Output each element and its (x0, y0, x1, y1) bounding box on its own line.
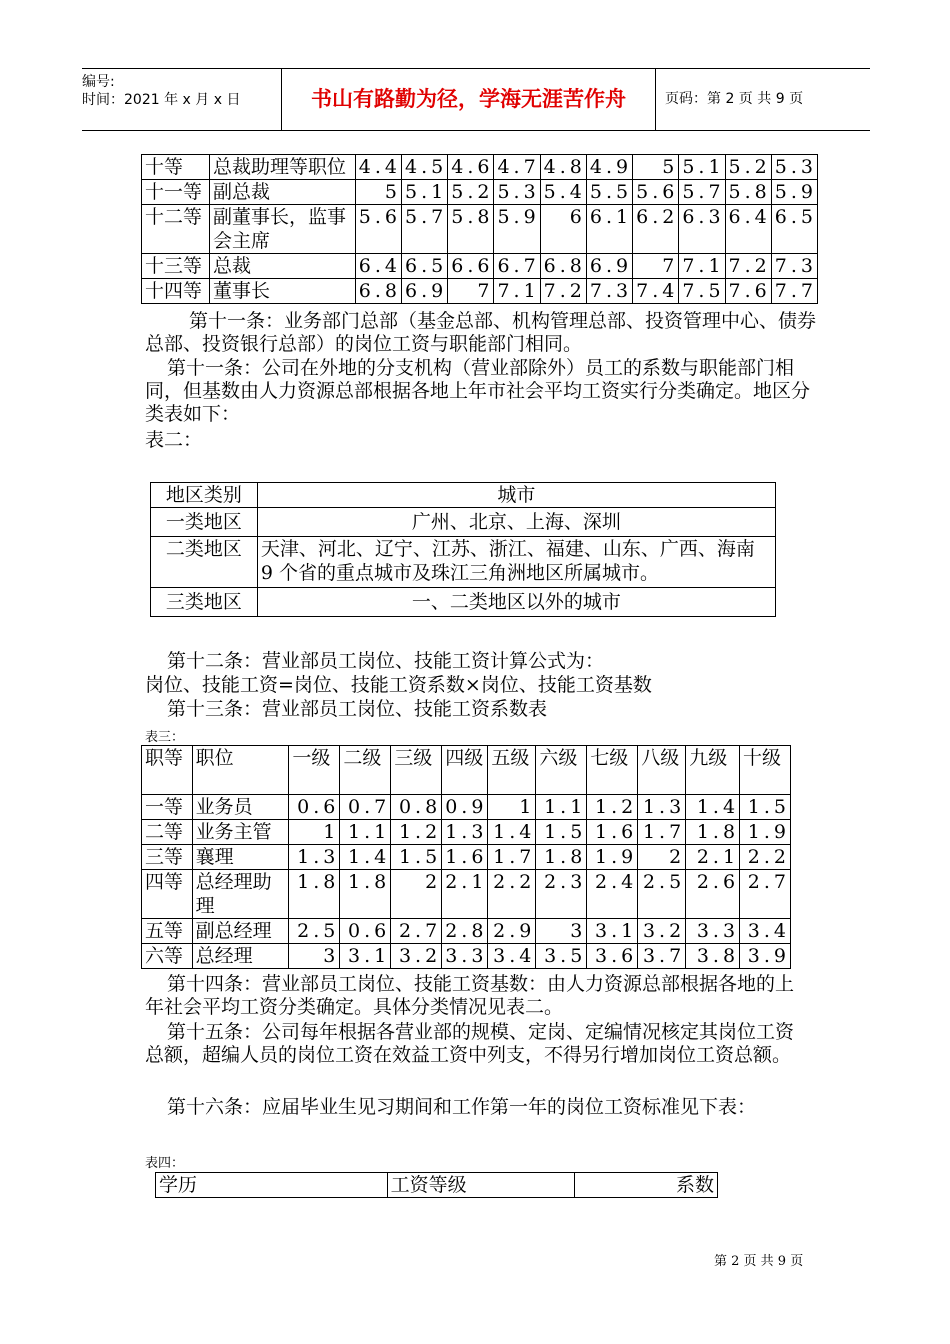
coefficient-cell: 7.7 (771, 279, 817, 304)
table-row (142, 155, 818, 180)
coefficient-cell: 6.8 (355, 279, 401, 304)
coefficient-cell: 1.4 (488, 820, 536, 845)
coefficient-cell: 1.5 (536, 820, 587, 845)
coefficient-cell: 5.2 (448, 180, 494, 205)
article-14: 第十四条：营业部员工岗位、技能工资基数：由人力资源总部根据各地的上年社会平均工资分类确定。具体分类情况见表二。 (145, 973, 795, 1018)
table4-caption: 表四： (145, 1156, 185, 1171)
coefficient-cell: 7.1 (679, 254, 725, 279)
coefficient-cell: 2.9 (488, 919, 536, 944)
coefficient-cell: 6.7 (494, 254, 540, 279)
salary-coefficient-table-continued (141, 154, 818, 304)
coefficient-cell: 0.9 (442, 795, 488, 820)
coefficient-cell: 6.5 (402, 254, 448, 279)
level-header-cell: 十级 (740, 746, 791, 795)
level-header-cell: 六级 (536, 746, 587, 795)
coefficient-cell: 5.5 (586, 180, 632, 205)
table3-caption: 表三： (145, 730, 185, 745)
coefficient-cell: 6.8 (540, 254, 586, 279)
coefficient-cell: 1.8 (536, 845, 587, 870)
header-time-label: 时间：2021 年 x 月 x 日 (82, 92, 241, 108)
coefficient-cell: 5.2 (725, 155, 771, 180)
coefficient-cell: 1.8 (340, 870, 391, 919)
coefficient-cell: 5.6 (355, 205, 401, 254)
coefficient-cell: 1.2 (391, 820, 442, 845)
table-cell: 天津、河北、辽宁、江苏、浙江、福建、山东、广西、海南 9 个省的重点城市及珠江三角洲地区所属城市。 (257, 537, 775, 588)
coefficient-cell: 5.1 (679, 155, 725, 180)
position-cell: 业务主管 (192, 820, 289, 845)
coefficient-cell: 0.7 (340, 795, 391, 820)
table-row (142, 870, 791, 919)
table-cell: 三类地区 (151, 588, 258, 617)
coefficient-cell: 7 (633, 254, 679, 279)
table-row (142, 944, 791, 969)
coefficient-cell: 2.6 (686, 870, 740, 919)
table-cell: 二类地区 (151, 537, 258, 588)
coefficient-cell: 5.9 (494, 205, 540, 254)
coefficient-cell: 3.8 (686, 944, 740, 969)
coefficient-cell: 6.3 (679, 205, 725, 254)
table-row (142, 845, 791, 870)
coefficient-cell: 2.2 (740, 845, 791, 870)
coefficient-cell: 5.1 (402, 180, 448, 205)
table-row (142, 279, 818, 304)
coefficient-cell: 2.5 (289, 919, 340, 944)
coefficient-cell: 6.4 (725, 205, 771, 254)
table-header-cell: 工资等级 (387, 1173, 575, 1198)
coefficient-cell: 7.2 (540, 279, 586, 304)
table-row (142, 254, 818, 279)
coefficient-cell: 6.2 (633, 205, 679, 254)
coefficient-cell: 2 (391, 870, 442, 919)
position-cell: 总裁助理等职位 (210, 155, 356, 180)
table-header-cell: 职等 (142, 746, 193, 795)
grade-cell: 四等 (142, 870, 193, 919)
coefficient-cell: 1.4 (686, 795, 740, 820)
coefficient-cell: 4.7 (494, 155, 540, 180)
coefficient-cell: 2 (638, 845, 686, 870)
article-15: 第十五条：公司每年根据各营业部的规模、定岗、定编情况核定其岗位工资总额，超编人员的岗位工资在效益工资中列支，不得另行增加岗位工资总额。 (145, 1021, 795, 1066)
grade-cell: 十一等 (142, 180, 210, 205)
position-cell: 副总经理 (192, 919, 289, 944)
header-motto: 书山有路勤为径，学海无涯苦作舟 (282, 69, 656, 130)
coefficient-cell: 3.3 (686, 919, 740, 944)
grade-cell: 十二等 (142, 205, 210, 254)
table2-caption: 表二： (145, 429, 203, 451)
coefficient-cell: 5.9 (771, 180, 817, 205)
coefficient-cell: 3 (536, 919, 587, 944)
coefficient-cell: 5.4 (540, 180, 586, 205)
coefficient-cell: 1.3 (289, 845, 340, 870)
coefficient-cell: 1.4 (340, 845, 391, 870)
coefficient-cell: 1.2 (587, 795, 638, 820)
coefficient-cell: 2.8 (442, 919, 488, 944)
coefficient-cell: 5.8 (448, 205, 494, 254)
level-header-cell: 三级 (391, 746, 442, 795)
grade-cell: 二等 (142, 820, 193, 845)
coefficient-cell: 5.7 (402, 205, 448, 254)
header-number-label: 编号: (82, 74, 115, 90)
coefficient-cell: 1.9 (587, 845, 638, 870)
coefficient-cell: 5 (633, 155, 679, 180)
coefficient-cell: 4.9 (586, 155, 632, 180)
sales-coefficient-table (141, 745, 791, 969)
coefficient-cell: 2.1 (442, 870, 488, 919)
coefficient-cell: 2.4 (587, 870, 638, 919)
grade-cell: 十四等 (142, 279, 210, 304)
coefficient-cell: 5.6 (633, 180, 679, 205)
table-header-row (142, 746, 791, 795)
coefficient-cell: 7.1 (494, 279, 540, 304)
coefficient-cell: 6.6 (448, 254, 494, 279)
coefficient-cell: 5.3 (771, 155, 817, 180)
coefficient-cell: 4.5 (402, 155, 448, 180)
coefficient-cell: 3.2 (638, 919, 686, 944)
coefficient-cell: 1.5 (740, 795, 791, 820)
table-header-cell: 系数 (575, 1173, 718, 1198)
coefficient-cell: 0.6 (340, 919, 391, 944)
table-cell: 广州、北京、上海、深圳 (257, 508, 775, 537)
grade-cell: 十三等 (142, 254, 210, 279)
coefficient-cell: 6 (540, 205, 586, 254)
table-row (142, 919, 791, 944)
coefficient-cell: 1.3 (442, 820, 488, 845)
coefficient-cell: 1.6 (442, 845, 488, 870)
coefficient-cell: 1.9 (740, 820, 791, 845)
coefficient-cell: 6.9 (586, 254, 632, 279)
level-header-cell: 二级 (340, 746, 391, 795)
position-cell: 业务员 (192, 795, 289, 820)
coefficient-cell: 3.5 (536, 944, 587, 969)
page-footer: 第 2 页 共 9 页 (714, 1254, 804, 1269)
table-header-cell: 职位 (192, 746, 289, 795)
coefficient-cell: 3.2 (391, 944, 442, 969)
coefficient-cell: 1.1 (340, 820, 391, 845)
table-row (142, 180, 818, 205)
article-11b: 第十一条：公司在外地的分支机构（营业部除外）员工的系数与职能部门相同，但基数由人力资源总部根据各地上年市社会平均工资实行分类确定。地区分类表如下： (145, 357, 811, 425)
coefficient-cell: 1.6 (587, 820, 638, 845)
formula: 岗位、技能工资=岗位、技能工资系数×岗位、技能工资基数 (145, 674, 652, 696)
coefficient-cell: 7.2 (725, 254, 771, 279)
table-row (151, 588, 776, 617)
coefficient-cell: 3.1 (340, 944, 391, 969)
table-row (151, 483, 776, 508)
page-header (82, 68, 870, 131)
level-header-cell: 一级 (289, 746, 340, 795)
coefficient-cell: 7.3 (771, 254, 817, 279)
coefficient-cell: 1 (289, 820, 340, 845)
table-row (142, 795, 791, 820)
coefficient-cell: 6.5 (771, 205, 817, 254)
table-row (142, 820, 791, 845)
coefficient-cell: 1.1 (536, 795, 587, 820)
coefficient-cell: 0.8 (391, 795, 442, 820)
coefficient-cell: 6.4 (355, 254, 401, 279)
table-row (156, 1173, 718, 1198)
level-header-cell: 九级 (686, 746, 740, 795)
level-header-cell: 四级 (442, 746, 488, 795)
article-12: 第十二条：营业部员工岗位、技能工资计算公式为： (167, 650, 605, 672)
coefficient-cell: 1.5 (391, 845, 442, 870)
coefficient-cell: 5.8 (725, 180, 771, 205)
coefficient-cell: 5.3 (494, 180, 540, 205)
coefficient-cell: 3.6 (587, 944, 638, 969)
position-cell: 副董事长，监事会主席 (210, 205, 356, 254)
coefficient-cell: 4.4 (355, 155, 401, 180)
article-16: 第十六条：应届毕业生见习期间和工作第一年的岗位工资标准见下表： (167, 1096, 757, 1118)
table-header-cell: 学历 (156, 1173, 388, 1198)
coefficient-cell: 7 (448, 279, 494, 304)
position-cell: 总裁 (210, 254, 356, 279)
coefficient-cell: 1.3 (638, 795, 686, 820)
table-row (142, 205, 818, 254)
position-cell: 襄理 (192, 845, 289, 870)
coefficient-cell: 3.4 (488, 944, 536, 969)
coefficient-cell: 3 (289, 944, 340, 969)
table-cell: 一类地区 (151, 508, 258, 537)
header-info (82, 69, 282, 130)
coefficient-cell: 3.1 (587, 919, 638, 944)
coefficient-cell: 1.8 (686, 820, 740, 845)
article-11a: 第十一条：业务部门总部（基金总部、机构管理总部、投资管理中心、债券总部、投资银行总部）的岗位工资与职能部门相同。 (145, 310, 817, 355)
coefficient-cell: 4.8 (540, 155, 586, 180)
table-header-cell: 地区类别 (151, 483, 258, 508)
coefficient-cell: 6.9 (402, 279, 448, 304)
coefficient-cell: 3.7 (638, 944, 686, 969)
level-header-cell: 七级 (587, 746, 638, 795)
coefficient-cell: 5 (355, 180, 401, 205)
table-row (151, 537, 776, 588)
coefficient-cell: 2.7 (391, 919, 442, 944)
graduate-salary-table (155, 1172, 718, 1198)
grade-cell: 三等 (142, 845, 193, 870)
table-cell: 一、二类地区以外的城市 (257, 588, 775, 617)
grade-cell: 五等 (142, 919, 193, 944)
level-header-cell: 八级 (638, 746, 686, 795)
coefficient-cell: 1.7 (488, 845, 536, 870)
position-cell: 副总裁 (210, 180, 356, 205)
coefficient-cell: 1.7 (638, 820, 686, 845)
table-row (151, 508, 776, 537)
coefficient-cell: 5.7 (679, 180, 725, 205)
coefficient-cell: 2.1 (686, 845, 740, 870)
header-page-label: 页码：第 2 页 共 9 页 (665, 91, 804, 107)
position-cell: 总经理 (192, 944, 289, 969)
coefficient-cell: 4.6 (448, 155, 494, 180)
position-cell: 董事长 (210, 279, 356, 304)
grade-cell: 一等 (142, 795, 193, 820)
coefficient-cell: 7.4 (633, 279, 679, 304)
grade-cell: 十等 (142, 155, 210, 180)
coefficient-cell: 0.6 (289, 795, 340, 820)
level-header-cell: 五级 (488, 746, 536, 795)
region-classification-table (150, 482, 776, 617)
coefficient-cell: 3.3 (442, 944, 488, 969)
table-header-cell: 城市 (257, 483, 775, 508)
coefficient-cell: 2.7 (740, 870, 791, 919)
coefficient-cell: 3.9 (740, 944, 791, 969)
coefficient-cell: 7.5 (679, 279, 725, 304)
coefficient-cell: 6.1 (586, 205, 632, 254)
coefficient-cell: 2.5 (638, 870, 686, 919)
grade-cell: 六等 (142, 944, 193, 969)
coefficient-cell: 1 (488, 795, 536, 820)
coefficient-cell: 2.2 (488, 870, 536, 919)
coefficient-cell: 1.8 (289, 870, 340, 919)
article-13: 第十三条：营业部员工岗位、技能工资系数表 (167, 698, 548, 720)
coefficient-cell: 3.4 (740, 919, 791, 944)
coefficient-cell: 7.6 (725, 279, 771, 304)
position-cell: 总经理助理 (192, 870, 289, 919)
coefficient-cell: 7.3 (586, 279, 632, 304)
coefficient-cell: 2.3 (536, 870, 587, 919)
